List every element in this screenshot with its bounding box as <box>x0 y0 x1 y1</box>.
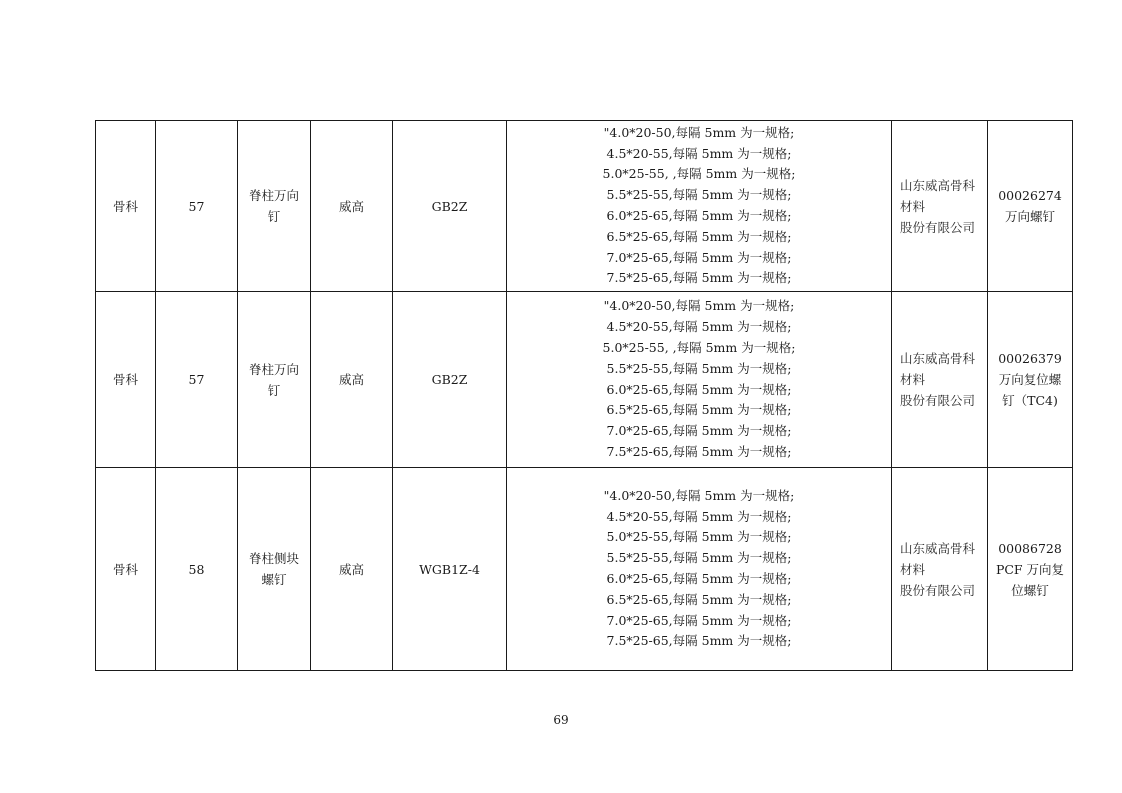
spec-line: 6.5*25-65,每隔 5mm 为一规格; <box>606 591 792 607</box>
model-cell: GB2Z <box>393 121 507 292</box>
spec-line: 7.0*25-65,每隔 5mm 为一规格; <box>606 612 792 628</box>
product-name-line: 螺钉 <box>261 572 287 587</box>
table-row <box>96 468 1073 671</box>
spec-line: 5.5*25-55,每隔 5mm 为一规格; <box>606 550 792 566</box>
page-number: 69 <box>553 713 569 727</box>
spec-line: "4.0*20-50,每隔 5mm 为一规格; <box>603 487 795 503</box>
spec-line: 5.0*25-55, ,每隔 5mm 为一规格; <box>602 339 796 355</box>
spec-line: 4.5*20-55,每隔 5mm 为一规格; <box>606 508 792 524</box>
brand-cell: 威高 <box>311 468 393 671</box>
spec-line: "4.0*20-50,每隔 5mm 为一规格; <box>603 124 795 140</box>
manufacturer-line: 股份有限公司 <box>900 219 976 235</box>
code-cell <box>988 121 1073 292</box>
code-line: 00026274 <box>998 188 1062 203</box>
table-row <box>96 292 1073 468</box>
spec-line: 7.0*25-65,每隔 5mm 为一规格; <box>606 249 792 265</box>
spec-line: 7.0*25-65,每隔 5mm 为一规格; <box>606 423 792 439</box>
product-catalog-table <box>95 120 1073 671</box>
spec-cell <box>507 292 892 468</box>
code-line: 位螺钉 <box>1011 582 1049 598</box>
product-name-cell <box>238 292 311 468</box>
product-name-cell <box>238 468 311 671</box>
manufacturer-line: 材料 <box>900 372 926 387</box>
code-line: 00026379 <box>998 351 1062 366</box>
number-cell: 57 <box>156 292 238 468</box>
spec-line: 7.5*25-65,每隔 5mm 为一规格; <box>606 270 792 286</box>
brand-cell: 威高 <box>311 292 393 468</box>
spec-cell <box>507 468 892 671</box>
number-cell: 57 <box>156 121 238 292</box>
code-line: PCF 万向复 <box>995 561 1065 577</box>
manufacturer-line: 股份有限公司 <box>900 582 976 598</box>
product-name-line: 钉 <box>267 209 281 224</box>
manufacturer-line: 股份有限公司 <box>900 393 976 408</box>
model-cell: GB2Z <box>393 292 507 468</box>
spec-line: 5.5*25-55,每隔 5mm 为一规格; <box>606 187 792 203</box>
product-name-line: 钉 <box>267 382 281 398</box>
code-line: 钉（TC4) <box>1002 393 1058 408</box>
spec-line: 6.0*25-65,每隔 5mm 为一规格; <box>606 208 792 223</box>
spec-line: 5.0*25-55,每隔 5mm 为一规格; <box>606 529 792 545</box>
spec-line: 7.5*25-65,每隔 5mm 为一规格; <box>606 443 792 459</box>
product-name-line: 脊柱万向 <box>248 361 299 377</box>
category-cell: 骨科 <box>96 121 156 292</box>
code-cell <box>988 292 1073 468</box>
table-body <box>96 121 1073 671</box>
manufacturer-line: 山东威高骨科 <box>900 540 976 556</box>
table-row <box>96 121 1073 292</box>
spec-line: 5.0*25-55, ,每隔 5mm 为一规格; <box>602 166 796 182</box>
spec-line: 6.5*25-65,每隔 5mm 为一规格; <box>606 228 792 244</box>
manufacturer-line: 材料 <box>900 198 926 214</box>
spec-line: 4.5*20-55,每隔 5mm 为一规格; <box>606 319 792 335</box>
spec-cell <box>507 121 892 292</box>
product-name-line: 脊柱万向 <box>248 188 299 203</box>
brand-cell: 威高 <box>311 121 393 292</box>
manufacturer-line: 材料 <box>900 561 926 577</box>
code-line: 万向复位螺 <box>998 372 1062 387</box>
category-cell: 骨科 <box>96 292 156 468</box>
manufacturer-line: 山东威高骨科 <box>900 351 976 366</box>
number-cell: 58 <box>156 468 238 671</box>
code-line: 万向螺钉 <box>1004 209 1055 224</box>
spec-line: 6.0*25-65,每隔 5mm 为一规格; <box>606 571 792 586</box>
manufacturer-cell <box>892 292 988 468</box>
manufacturer-cell <box>892 468 988 671</box>
spec-line: 7.5*25-65,每隔 5mm 为一规格; <box>606 633 792 649</box>
spec-line: 5.5*25-55,每隔 5mm 为一规格; <box>606 360 792 376</box>
code-line: 00086728 <box>998 540 1062 556</box>
product-name-cell <box>238 121 311 292</box>
manufacturer-line: 山东威高骨科 <box>900 177 976 193</box>
manufacturer-cell <box>892 121 988 292</box>
spec-line: 4.5*20-55,每隔 5mm 为一规格; <box>606 145 792 161</box>
model-cell: WGB1Z-4 <box>393 468 507 671</box>
code-cell <box>988 468 1073 671</box>
spec-line: 6.0*25-65,每隔 5mm 为一规格; <box>606 381 792 397</box>
spec-line: 6.5*25-65,每隔 5mm 为一规格; <box>606 402 792 418</box>
product-name-line: 脊柱侧块 <box>248 551 299 566</box>
category-cell: 骨科 <box>96 468 156 671</box>
spec-line: "4.0*20-50,每隔 5mm 为一规格; <box>603 298 795 314</box>
